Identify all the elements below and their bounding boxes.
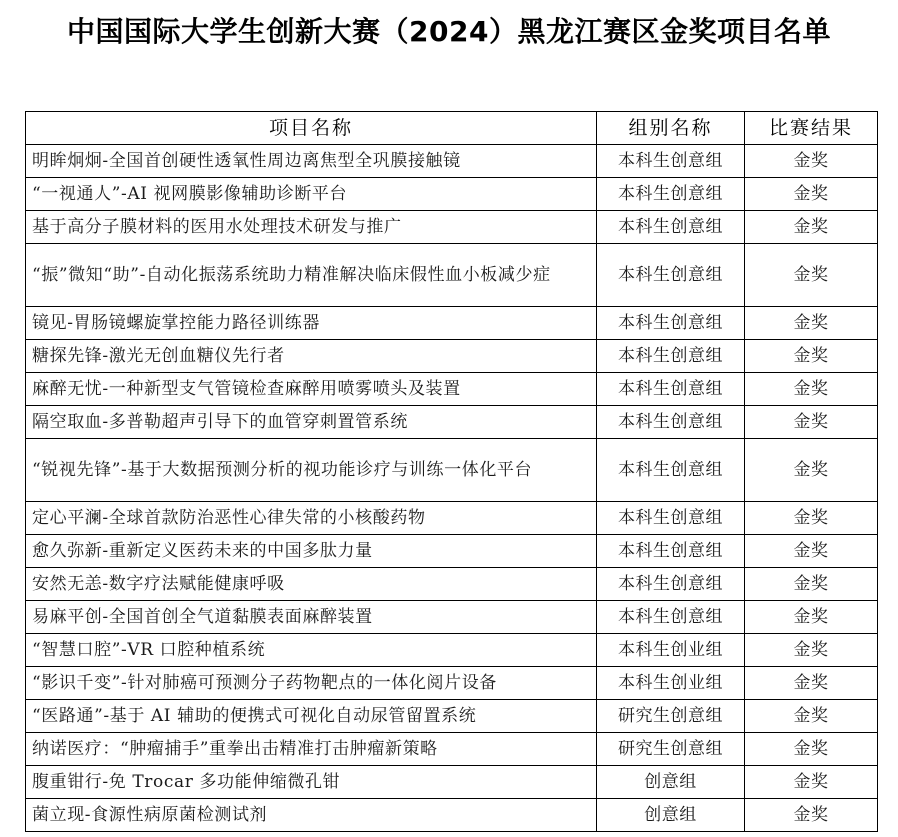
group-name-cell: 本科生创意组	[597, 307, 745, 340]
header-group-name: 组别名称	[597, 112, 745, 145]
result-cell: 金奖	[745, 211, 878, 244]
table-row	[26, 145, 878, 178]
group-name-cell: 创意组	[597, 799, 745, 832]
group-name-cell: 创意组	[597, 766, 745, 799]
table-row	[26, 406, 878, 439]
project-name-cell: 隔空取血-多普勒超声引导下的血管穿刺置管系统	[26, 406, 597, 439]
result-cell: 金奖	[745, 244, 878, 307]
awards-table	[25, 111, 878, 832]
group-name-cell: 本科生创意组	[597, 535, 745, 568]
result-cell: 金奖	[745, 799, 878, 832]
project-name-cell: 明眸炯炯-全国首创硬性透氧性周边离焦型全巩膜接触镜	[26, 145, 597, 178]
table-row	[26, 439, 878, 502]
table-row	[26, 211, 878, 244]
group-name-cell: 本科生创意组	[597, 601, 745, 634]
header-project-name: 项目名称	[26, 112, 597, 145]
group-name-cell: 本科生创意组	[597, 439, 745, 502]
group-name-cell: 本科生创意组	[597, 244, 745, 307]
group-name-cell: 本科生创意组	[597, 406, 745, 439]
result-cell: 金奖	[745, 307, 878, 340]
table-row	[26, 799, 878, 832]
result-cell: 金奖	[745, 568, 878, 601]
result-cell: 金奖	[745, 766, 878, 799]
table-row	[26, 733, 878, 766]
group-name-cell: 本科生创意组	[597, 211, 745, 244]
result-cell: 金奖	[745, 502, 878, 535]
table-row	[26, 178, 878, 211]
table-row	[26, 634, 878, 667]
result-cell: 金奖	[745, 634, 878, 667]
result-cell: 金奖	[745, 439, 878, 502]
result-cell: 金奖	[745, 700, 878, 733]
table-row	[26, 244, 878, 307]
table-row	[26, 502, 878, 535]
project-name-cell: 愈久弥新-重新定义医药未来的中国多肽力量	[26, 535, 597, 568]
table-row	[26, 766, 878, 799]
table-header-row	[26, 112, 878, 145]
project-name-cell: 定心平澜-全球首款防治恶性心律失常的小核酸药物	[26, 502, 597, 535]
page-title: 中国国际大学生创新大赛（2024）黑龙江赛区金奖项目名单	[67, 15, 831, 48]
group-name-cell: 本科生创业组	[597, 634, 745, 667]
result-cell: 金奖	[745, 601, 878, 634]
project-name-cell: “医路通”-基于 AI 辅助的便携式可视化自动尿管留置系统	[26, 700, 597, 733]
result-cell: 金奖	[745, 178, 878, 211]
table-row	[26, 535, 878, 568]
project-name-cell: “振”微知“助”-自动化振荡系统助力精准解决临床假性血小板减少症	[26, 244, 597, 307]
result-cell: 金奖	[745, 373, 878, 406]
table-row	[26, 568, 878, 601]
result-cell: 金奖	[745, 340, 878, 373]
group-name-cell: 研究生创意组	[597, 733, 745, 766]
group-name-cell: 本科生创业组	[597, 667, 745, 700]
project-name-cell: 腹重钳行-免 Trocar 多功能伸缩微孔钳	[26, 766, 597, 799]
project-name-cell: 基于高分子膜材料的医用水处理技术研发与推广	[26, 211, 597, 244]
project-name-cell: “一视通人”-AI 视网膜影像辅助诊断平台	[26, 178, 597, 211]
table-row	[26, 340, 878, 373]
project-name-cell: 纳诺医疗：“肿瘤捕手”重拳出击精准打击肿瘤新策略	[26, 733, 597, 766]
group-name-cell: 本科生创意组	[597, 502, 745, 535]
table-row	[26, 700, 878, 733]
group-name-cell: 本科生创意组	[597, 373, 745, 406]
table-row	[26, 307, 878, 340]
table-row	[26, 373, 878, 406]
project-name-cell: 麻醉无忧-一种新型支气管镜检查麻醉用喷雾喷头及装置	[26, 373, 597, 406]
group-name-cell: 本科生创意组	[597, 340, 745, 373]
project-name-cell: “智慧口腔”-VR 口腔种植系统	[26, 634, 597, 667]
project-name-cell: 菌立现-食源性病原菌检测试剂	[26, 799, 597, 832]
project-name-cell: 糖探先锋-激光无创血糖仪先行者	[26, 340, 597, 373]
table-row	[26, 667, 878, 700]
project-name-cell: 镜见-胃肠镜螺旋掌控能力路径训练器	[26, 307, 597, 340]
result-cell: 金奖	[745, 406, 878, 439]
group-name-cell: 研究生创意组	[597, 700, 745, 733]
result-cell: 金奖	[745, 733, 878, 766]
group-name-cell: 本科生创意组	[597, 178, 745, 211]
result-cell: 金奖	[745, 667, 878, 700]
result-cell: 金奖	[745, 145, 878, 178]
group-name-cell: 本科生创意组	[597, 568, 745, 601]
result-cell: 金奖	[745, 535, 878, 568]
table-row	[26, 601, 878, 634]
header-result: 比赛结果	[745, 112, 878, 145]
project-name-cell: 易麻平创-全国首创全气道黏膜表面麻醉装置	[26, 601, 597, 634]
project-name-cell: “影识千变”-针对肺癌可预测分子药物靶点的一体化阅片设备	[26, 667, 597, 700]
project-name-cell: 安然无恙-数字疗法赋能健康呼吸	[26, 568, 597, 601]
group-name-cell: 本科生创意组	[597, 145, 745, 178]
project-name-cell: “锐视先锋”-基于大数据预测分析的视功能诊疗与训练一体化平台	[26, 439, 597, 502]
